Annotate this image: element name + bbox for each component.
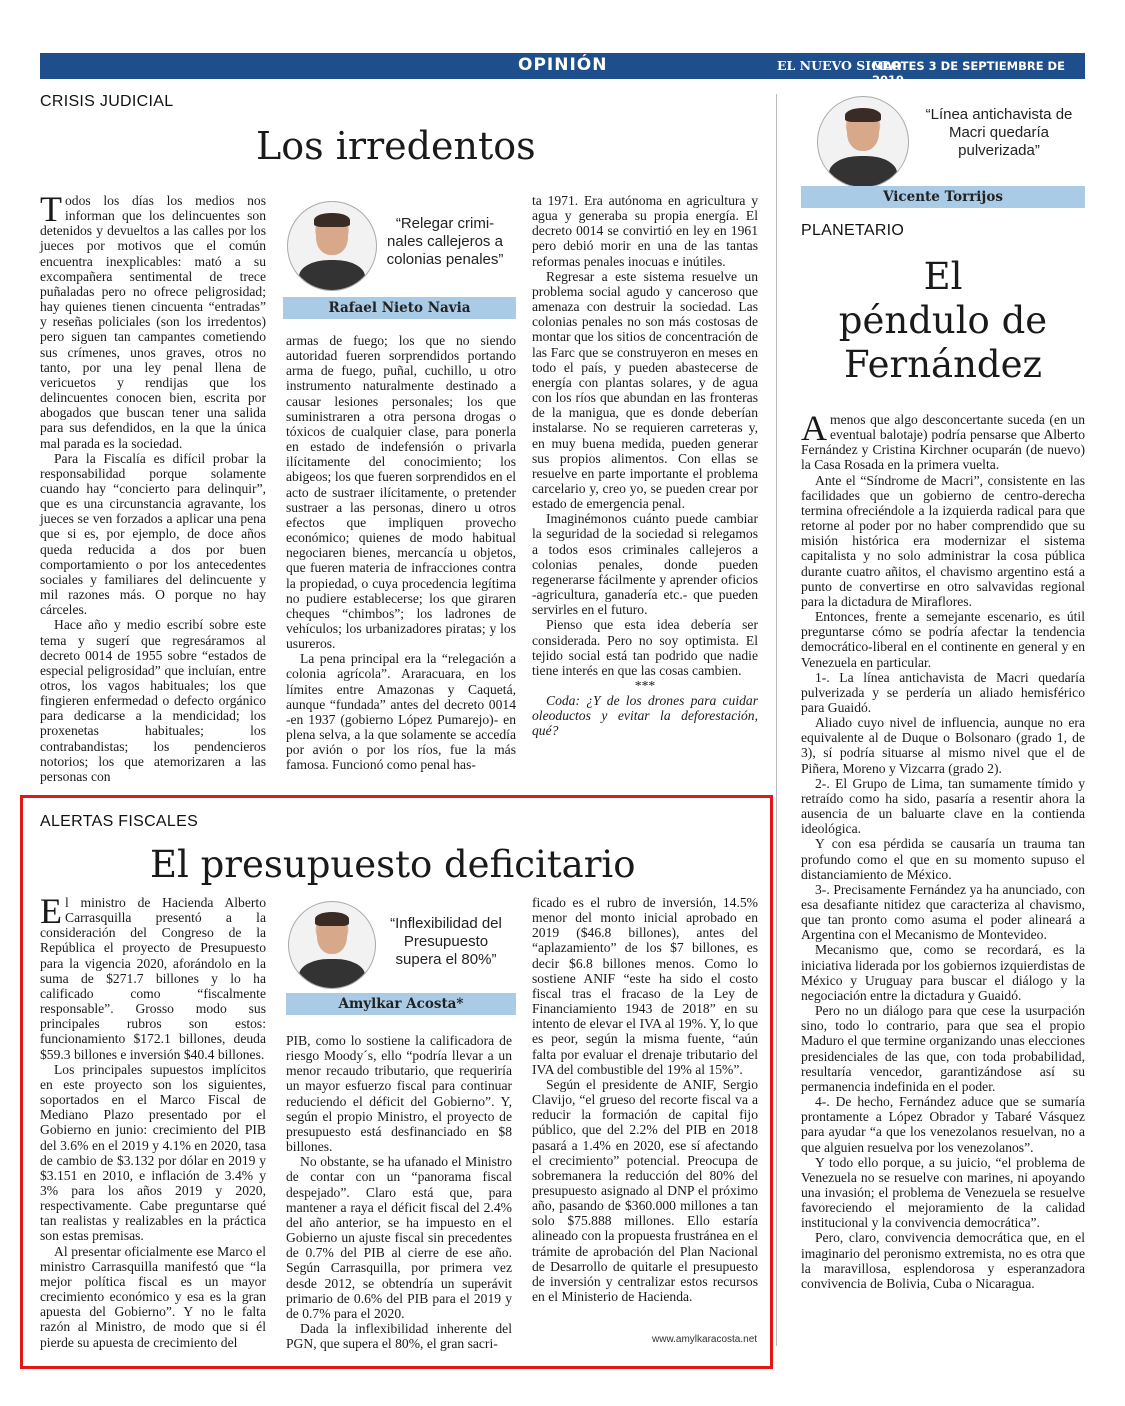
paragraph: 2-. El Grupo de Lima, tan sumamente tímido y retraído como ha sido, pasaría a resentir ahora la ausencia de un baluarte clave en la contienda ideológica.	[801, 775, 1085, 837]
article3-column-2	[286, 1033, 512, 1351]
article2-headline: El péndulo de Fernández	[838, 255, 1048, 386]
page-number: 9A	[1095, 55, 1120, 75]
paragraph: Los principales supuestos implícitos en este proyecto son los siguientes, soportados en el Marco Fiscal de Mediano Plazo presentado por el Gobierno en junio: crecimiento del PIB del 3.6% en el 2019 y 4.1% en 2020, tasa de cambio de $3.132 por dólar en 2019 y $3.151 en 2010, e inflación de 3.4% y 3% para los años 2019 y 2020, respectivamente. Cabe preguntarse qué tan realistas y realizables en la práctica son estas premisas.	[40, 1061, 266, 1244]
drop-cap: E	[40, 891, 62, 931]
issue-date: MARTES 3 DE SEPTIEMBRE DE 2019	[872, 59, 1065, 87]
paragraph: PIB, como lo sostiene la calificadora de riesgo Moody´s, ello “podría llevar a un menor recaudo tributario, que requeriría un mayor esfuerzo fiscal para continuar reduciendo el déficit del Gobierno”. Y, según el propio Ministro, el proyecto de presupuesto está desfinanciado en $8 billones.	[286, 1033, 512, 1155]
header-bar	[40, 53, 1120, 87]
article1-headline: Los irredentos	[256, 124, 536, 168]
paragraph: ta 1971. Era autónoma en agricultura y agua y generaba su propia energía. El decreto 0014 se convirtió en ley en 1961 pero debió morir en una de las tantas reformas penales inocuas e inútiles.	[532, 193, 758, 269]
separator-stars: ***	[634, 678, 656, 693]
paragraph: Amenos que algo desconcertante suceda (en un eventual balotaje) podría pensarse que Alberto Fernández y Cristina Kirchner ocuparán (de nuevo) la Casa Rosada en la primera vuelta.	[801, 408, 1085, 473]
column-divider	[776, 94, 777, 1346]
pull-quote: “Línea antichavista de Macri quedaría pulverizada”	[925, 106, 1073, 159]
paragraph: Al presentar oficialmente ese Marco el ministro Carrasquilla manifestó que “la mejor política fiscal es un mayor crecimiento económico y esa es la gran apuesta del Gobierno”. Y no le falta razón al Ministro, de modo que si él pierde su apuesta de crecimiento del	[40, 1243, 266, 1350]
paragraph: 3-. Precisamente Fernández ya ha anunciado, con esa desafiante nitidez que caracteriza al chavismo, que tan pronto como asuma el poder alineará a Argentina con el Mecanismo de Montevideo.	[801, 881, 1085, 943]
article3-column-3	[532, 895, 758, 1304]
paragraph: 1-. La línea antichavista de Macri quedaría pulverizada y se perdería un aliado hemisférico para Guaidó.	[801, 669, 1085, 715]
paragraph: Pero no un diálogo para que cese la usurpación sino, todo lo contrario, para que sea el propio Maduro el que termine organizando unas elecciones presidenciales de las que, con toda probabilidad, resultaría vencedor, garantizándose así su permanencia indefinida en el poder.	[801, 1003, 1085, 1094]
author-portrait	[288, 901, 376, 989]
paragraph: Coda: ¿Y de los drones para cuidar oleoductos y evitar la deforestación, qué?	[532, 693, 758, 739]
author-box-torrijos	[801, 94, 1085, 210]
paragraph: La pena principal era la “relegación a colonia agrícola”. Araracuara, en los límites entre Amazonas y Caquetá, aunque “fundada” antes del decreto 0014 -en 1937 (gobierno López Pumarejo)- en plena selva, a la que solamente se accedía por avión o por los ríos, fue la más famosa. Funcionó como penal has-	[286, 651, 516, 773]
article2-column	[801, 408, 1085, 1291]
paragraph: Pero, claro, convivencia democrática que, en el imaginario del peronismo extremista, no es otra que la maravillosa, esplendorosa y esperanzadora convivencia de Bolivia, Cuba o Nicaragua.	[801, 1230, 1085, 1291]
author-name: Amylkar Acosta*	[286, 993, 516, 1015]
author-box-nieto	[283, 197, 516, 321]
paragraph: Hace año y medio escribí sobre este tema y sugerí que regresáramos al decreto 0014 de 1955 sobre “estados de especial peligrosidad” que incluían, entre otros, los vagos habituales; los que fingieren enfermedad o defecto orgánico para dedicarse a la mendicidad; los proxenetas habituales; los contrabandistas; los pendencieros notorios; los que atemorizaren a las personas con	[40, 617, 266, 784]
paragraph: Aliado cuyo nivel de influencia, aunque no era equivalente al de Duque o Bolsonaro (grado 1, de 3), sí podría situarse al mismo nivel que el de Piñera, Moreno y Vizcarra (grado 2).	[801, 715, 1085, 776]
article1-column-3	[532, 193, 758, 739]
paragraph: Imaginémonos cuánto puede cambiar la seguridad de la sociedad si relegamos a todos esos criminales callejeros a colonias penales, donde pueden regenerarse fácilmente y aprender oficios -agricultura, ganadería etc.- que pueden servirles en el futuro.	[532, 511, 758, 618]
article1-kicker: CRISIS JUDICIAL	[40, 93, 174, 110]
masthead-logo: EL NUEVO SIGLO	[777, 58, 902, 73]
paragraph: No obstante, se ha ufanado el Ministro de contar con un “panorama fiscal despejado”. Claro está que, para mantener a raya el déficit fiscal del 2.4% del año anterior, se ha impuesto en el Gobierno un ajuste fiscal sin precedentes de 0.7% del PIB al cierre de ese año. Según Carrasquilla, por primera vez desde 2012, se obtendría un superávit primario de 0.6% del PIB para el 2019 y de 0.7% para el 2020.	[286, 1154, 512, 1321]
drop-cap: A	[801, 408, 827, 448]
article3-headline: El presupuesto deficitario	[150, 843, 636, 886]
paragraph: Según el presidente de ANIF, Sergio Clavijo, “el grueso del recorte fiscal va a reducir la formación de capital fijo público, que del 2.2% del PIB en 2018 pasará a 1.4% en 2020, ese sí afectando el crecimiento” potencial. Preocupa de sobremanera la reducción del 80% del presupuesto asignado al DNP el próximo año, pasando de $360.000 millones a tan solo $75.888 millones. Ello estaría alineado con la propuesta frustránea en el trámite de aprobación del Plan Nacional de Desarrollo de quitarle el presupuesto de inversión y centralizar estos recursos en el Ministerio de Hacienda.	[532, 1076, 758, 1305]
article3-kicker: ALERTAS FISCALES	[40, 813, 199, 830]
paragraph: Y con esa pérdida se causaría un trauma tan profundo como el que en su momento supuso el distanciamiento de México.	[801, 836, 1085, 882]
author-name: Vicente Torrijos	[801, 186, 1085, 208]
article1-column-2	[286, 333, 516, 773]
paragraph: Pienso que esta idea debería ser considerada. Pero no soy optimista. El tejido social está tan podrido que nadie tiene interés en que las cosas cambien.	[532, 617, 758, 678]
article2-kicker: PLANETARIO	[801, 222, 905, 239]
paragraph: Dada la inflexibilidad inherente del PGN, que supera el 80%, el gran sacri-	[286, 1320, 512, 1352]
paragraph: Entonces, frente a semejante escenario, es útil preguntarse cómo se podría afectar la tendencia democrático-liberal en el continente en general y en Venezuela en particular.	[801, 609, 1085, 670]
author-box-acosta	[286, 899, 516, 1021]
paragraph: ficado es el rubro de inversión, 14.5% menor del monto inicial aprobado en 2019 ($46.8 billones), antes del “aplazamiento” de los $7 billones, es decir $6.8 billones menos. Como lo sostiene ANIF “este ha sido el costo fiscal tras el fracaso de la Ley de Financiamiento 1943 de 2018” en su intento de elevar el IVA al 19%. Y, lo que es peor, según la misma fuente, “aún falta por evaluar el drenaje tributario del IVA del combustible del 19% al 15%”.	[532, 895, 758, 1077]
paragraph: Y todo ello porque, a su juicio, “el problema de Venezuela no se resuelve con marines, ni apoyando una invasión; el problema de Venezuela se resuelve favoreciendo el mejoramiento de la calidad institucional y la convivencia democrática”.	[801, 1154, 1085, 1231]
article3-column-1	[40, 891, 266, 1350]
article1-column-1	[40, 189, 266, 784]
author-name: Rafael Nieto Navia	[283, 297, 516, 319]
pull-quote: “Relegar crimi-nales callejeros a colonias penales”	[386, 215, 504, 268]
paragraph: Ante el “Síndrome de Macri”, consistente en las facilidades que un gobierno de centro-derecha termina ofreciéndole a la izquierda radical para que retorne al poder por no haber comprendido que su misión histórica era modernizar el sistema capitalista y no solo administrar la cosa pública durante cuatro añitos, el chavismo argentino está a punto de convertirse en otro salvavidas regional para la dictadura de Miraflores.	[801, 472, 1085, 609]
paragraph: Para la Fiscalía es difícil probar la responsabilidad porque solamente cuando hay “concierto para delinquir”, que es una circunstancia agravante, los jueces se ven forzados a aplicar una pena que si es, por ejemplo, de doce años queda reducida a dos por buen comportamiento o por los antecedentes sociales y familiares del delincuente y mil razones más. O porque no hay cárceles.	[40, 450, 266, 618]
paragraph: El ministro de Hacienda Alberto Carrasquilla presentó a la consideración del Congreso de la República el proyecto de Presupuesto para la vigencia 2020, aforándolo en la suma de $271.7 billones y lo ha calificado como “fiscalmente responsable”. Grosso modo sus principales rubros son estos: funcionamiento $172.1 billones, deuda $59.3 billones e inversión $40.4 billones.	[40, 891, 266, 1062]
paragraph: Mecanismo que, como se recordará, es la iniciativa liderada por los gobiernos izquierdistas de México y Uruguay para buscar el diálogo y la negociación entre la dictadura y Guaidó.	[801, 942, 1085, 1003]
paragraph: 4-. De hecho, Fernández aduce que se sumaría prontamente a López Obrador y Tabaré Vásquez para ayudar “a que los venezolanos resuelvan, no a que alguien resuelva por los venezolanos”.	[801, 1094, 1085, 1155]
author-portrait	[287, 201, 377, 291]
paragraph: armas de fuego; los que no siendo autoridad fueren sorprendidos portando arma de fuego, puñal, cuchillo, u otro instrumento naturalmente destinado a causar lesiones personales; los que suministraren a otra persona drogas o tóxicos de cualquier clase, para ponerla en estado de indefensión o privarla ilícitamente del conocimiento; los abigeos; los que fueren sorprendidos en el acto de sustraer ilícitamente, o pretender sustraer a las personas, dinero u otros efectos que impliquen provecho económico; quienes de modo habitual negociaren bienes, mercancía u objetos, que fueren materia de infracciones contra la propiedad, o cuya procedencia legítima no pudiere establecerse; los que giraren cheques “chimbos”; los ladrones de vehículos; los urbanizadores piratas; y los usureros.	[286, 333, 516, 652]
section-title: OPINIÓN	[518, 55, 608, 75]
pull-quote: “Inflexibilidad del Presupuesto supera el 80%”	[390, 915, 502, 968]
drop-cap: T	[40, 189, 62, 229]
author-portrait	[817, 96, 909, 188]
author-website[interactable]: www.amylkaracosta.net	[652, 1334, 758, 1345]
paragraph: Regresar a este sistema resuelve un problema social agudo y canceroso que amenaza con destruir la sociedad. Las colonias penales no son más costosas de montar que los sitios de concentración de las Farc que se construyeron en meses en todo el país, y pueden abastecerse de energía con plantas solares, y de agua con los ríos que abundan en las fronteras de la manigua, que es donde deberían instalarse. No se requieren carreteras y, en muy buena medida, pueden generar sus propios alimentos. Con ellas se resuelve en parte importante el problema carcelario y, creo yo, se pueden crear por estado de emergencia penal.	[532, 268, 758, 512]
paragraph: Todos los días los medios nos informan que los delincuentes son detenidos y devueltos a las calles por los jueces por motivos que el común encuentra inexplicables: mató a su excompañera sentimental de trece puñaladas pero no ofrece peligrosidad; hay quienes tienen cincuenta “entradas” y reseñas policiales (son los irredentos) pero siguen tan campantes cometiendo sus crímenes, unos graves, otros no tanto, por una ley penal llena de vericuetos y rendijas que los delincuentes conocen bien, escrita por abogados que buscan tener una salida para sus defendidos, en la que la única mal parada es la sociedad.	[40, 189, 266, 451]
